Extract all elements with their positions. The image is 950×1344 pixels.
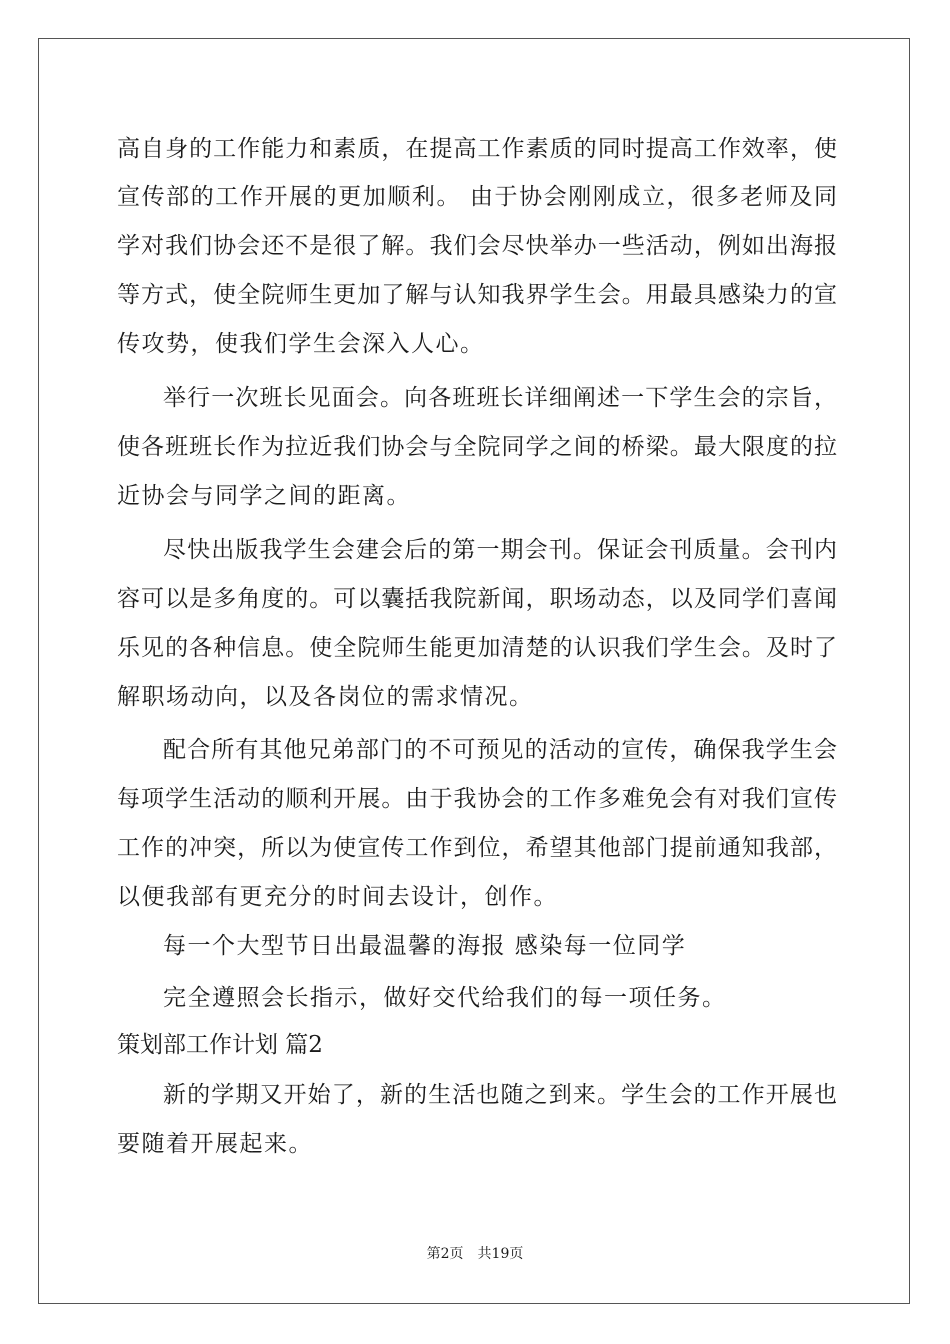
paragraph-line: 等方式，使全院师生更加了解与认知我界学生会。用最具感染力的宣 <box>117 282 837 308</box>
page-number-footer: 第2页 共19页 <box>426 1246 524 1262</box>
paragraph-line: 近协会与同学之间的距离。 <box>117 483 411 509</box>
paragraph-line: 容可以是多角度的。可以囊括我院新闻，职场动态，以及同学们喜闻 <box>117 586 837 612</box>
paragraph-line: 学对我们协会还不是很了解。我们会尽快举办一些活动，例如出海报 <box>117 233 837 259</box>
paragraph-line: 使各班班长作为拉近我们协会与全院同学之间的桥梁。最大限度的拉 <box>117 434 837 460</box>
section-heading: 策划部工作计划 篇2 <box>117 1032 323 1058</box>
page-border <box>38 38 910 1304</box>
paragraph-line: 宣传部的工作开展的更加顺利。 由于协会刚刚成立，很多老师及同 <box>117 184 837 210</box>
paragraph-line: 乐见的各种信息。使全院师生能更加清楚的认识我们学生会。及时了 <box>117 635 837 661</box>
paragraph-line: 举行一次班长见面会。向各班班长详细阐述一下学生会的宗旨， <box>163 385 837 411</box>
paragraph-line: 配合所有其他兄弟部门的不可预见的活动的宣传，确保我学生会 <box>163 737 837 763</box>
paragraph-line: 每项学生活动的顺利开展。由于我协会的工作多难免会有对我们宣传 <box>117 786 837 812</box>
paragraph-line: 传攻势，使我们学生会深入人心。 <box>117 331 485 357</box>
paragraph-line: 要随着开展起来。 <box>117 1131 313 1157</box>
paragraph-line: 新的学期又开始了，新的生活也随之到来。学生会的工作开展也 <box>163 1082 837 1108</box>
paragraph-line: 尽快出版我学生会建会后的第一期会刊。保证会刊质量。会刊内 <box>163 537 837 563</box>
paragraph-line: 高自身的工作能力和素质，在提高工作素质的同时提高工作效率，使 <box>117 136 837 162</box>
paragraph-line: 以便我部有更充分的时间去设计，创作。 <box>117 884 558 910</box>
paragraph-line: 每一个大型节日出最温馨的海报 感染每一位同学 <box>163 933 687 959</box>
paragraph-line: 解职场动向，以及各岗位的需求情况。 <box>117 684 534 710</box>
paragraph-line: 工作的冲突，所以为使宣传工作到位，希望其他部门提前通知我部， <box>117 835 837 861</box>
paragraph-line: 完全遵照会长指示，做好交代给我们的每一项任务。 <box>163 985 727 1011</box>
